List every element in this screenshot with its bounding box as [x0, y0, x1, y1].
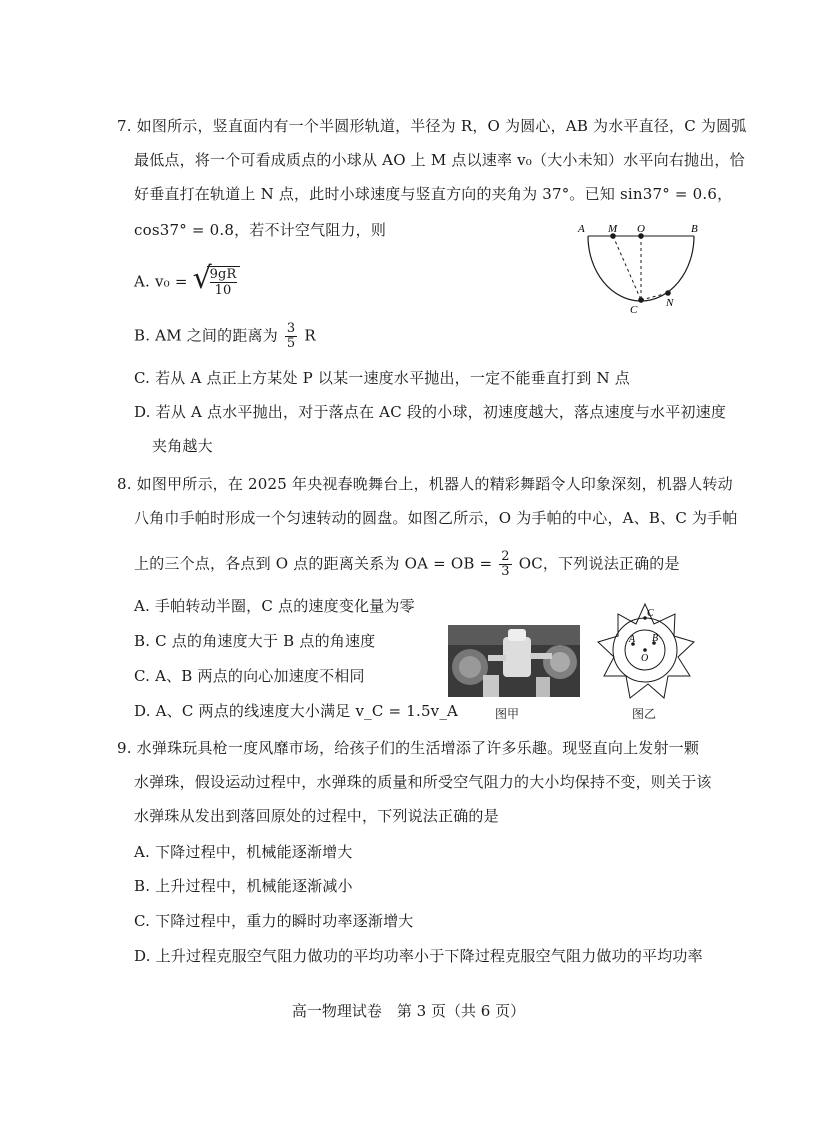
q7-option-b [134, 322, 316, 351]
q9-option-c: C. 下降过程中，重力的瞬时功率逐渐增大 [134, 912, 414, 930]
label-b: B [652, 633, 659, 644]
q7-option-b-prefix: B. AM 之间的距离为 [134, 326, 278, 345]
q8-option-a: A. 手帕转动半圈，C 点的速度变化量为零 [134, 597, 415, 615]
fraction [499, 550, 511, 579]
q7-stem-line3: 好垂直打在轨道上 N 点，此时小球速度与竖直方向的夹角为 37°。已知 sin37° = 0.6， [134, 185, 733, 203]
robot-photo [448, 597, 580, 697]
caption-figure-yi: 图乙 [632, 707, 657, 721]
q7-option-b-suffix: R [304, 326, 316, 345]
q8-fraction-denominator: 3 [501, 564, 510, 579]
q7-option-a [134, 261, 240, 299]
label-b: B [691, 223, 698, 235]
label-a: A [578, 223, 585, 235]
sqrt-expression: √ $\frac{9gR}{10}$ [193, 266, 240, 299]
q9-stem-line1: 9. 水弹珠玩具枪一度风靡市场，给孩子们的生活增添了许多乐趣。现竖直向上发射一颗 [117, 739, 700, 757]
q7-option-b-numerator: 3 [286, 321, 296, 336]
q8-fraction-numerator: 2 [501, 549, 510, 564]
q8-option-d: D. A、C 两点的线速度大小满足 v_C = 1.5v_A [134, 702, 459, 720]
trajectory-dashed-line [613, 236, 641, 300]
q8-stem-line3-prefix: 上的三个点，各点到 O 点的距离关系为 OA = OB = [134, 554, 493, 573]
q7-option-a-numerator: 9gR [209, 267, 237, 282]
q8-stem-line2: 八角巾手帕时形成一个匀速转动的圆盘。如图乙所示，O 为手帕的中心，A、B、C 为手帕 [134, 509, 738, 527]
q7-option-a-prefix: A. v₀ = [134, 272, 188, 291]
label-m: M [608, 223, 618, 235]
point-c [638, 297, 644, 303]
q8-stem-line3-suffix: OC，下列说法正确的是 [518, 554, 680, 573]
q7-option-b-denominator: 5 [286, 336, 296, 351]
label-o: O [641, 653, 649, 664]
q7-stem-line2: 最低点，将一个可看成质点的小球从 AO 上 M 点以速率 v₀（大小未知）水平向右抛出，恰 [134, 151, 745, 169]
q7-option-c: C. 若从 A 点正上方某处 P 以某一速度水平抛出，一定不能垂直打到 N 点 [134, 369, 630, 387]
q8-stem-line3 [134, 550, 680, 579]
q9-stem-line3: 水弹珠从发出到落回原处的过程中，下列说法正确的是 [134, 807, 499, 825]
label-a: A [629, 634, 636, 645]
caption-figure-jia: 图甲 [495, 707, 520, 721]
q9-stem-line2: 水弹珠，假设运动过程中，水弹珠的质量和所受空气阻力的大小均保持不变，则关于该 [134, 773, 712, 791]
q8-option-c: C. A、B 两点的向心加速度不相同 [134, 667, 365, 685]
q9-option-b: B. 上升过程中，机械能逐渐减小 [134, 877, 353, 895]
point-o [643, 648, 647, 652]
page-footer: 高一物理试卷 第 3 页（共 6 页） [291, 1002, 526, 1020]
q8-stem-line1: 8. 如图甲所示，在 2025 年央视春晚舞台上，机器人的精彩舞蹈令人印象深刻，机器人转动 [117, 475, 733, 493]
label-n: N [666, 297, 674, 309]
point-n [665, 290, 671, 296]
label-c: C [647, 608, 654, 619]
q8-option-b: B. C 点的角速度大于 B 点的角速度 [134, 632, 376, 650]
label-c: C [630, 304, 638, 316]
q7-option-a-denominator: 10 [214, 283, 232, 298]
q7-semicircle-figure [570, 218, 710, 318]
handkerchief-figure [590, 602, 700, 702]
fraction [285, 322, 297, 351]
label-o: O [637, 223, 645, 235]
q7-option-d-line1: D. 若从 A 点水平抛出，对于落点在 AC 段的小球，初速度越大，落点速度与水平初速度 [134, 403, 727, 421]
q7-stem-line1: 7. 如图所示，竖直面内有一个半圆形轨道，半径为 R，O 为圆心，AB 为水平直径，C 为圆弧 [117, 117, 747, 135]
q7-stem-line4: cos37° = 0.8，若不计空气阻力，则 [134, 221, 387, 239]
q7-option-d-line2: 夹角越大 [152, 437, 213, 455]
q9-option-a: A. 下降过程中，机械能逐渐增大 [134, 843, 353, 861]
q9-option-d: D. 上升过程克服空气阻力做功的平均功率小于下降过程克服空气阻力做功的平均功率 [134, 947, 703, 965]
